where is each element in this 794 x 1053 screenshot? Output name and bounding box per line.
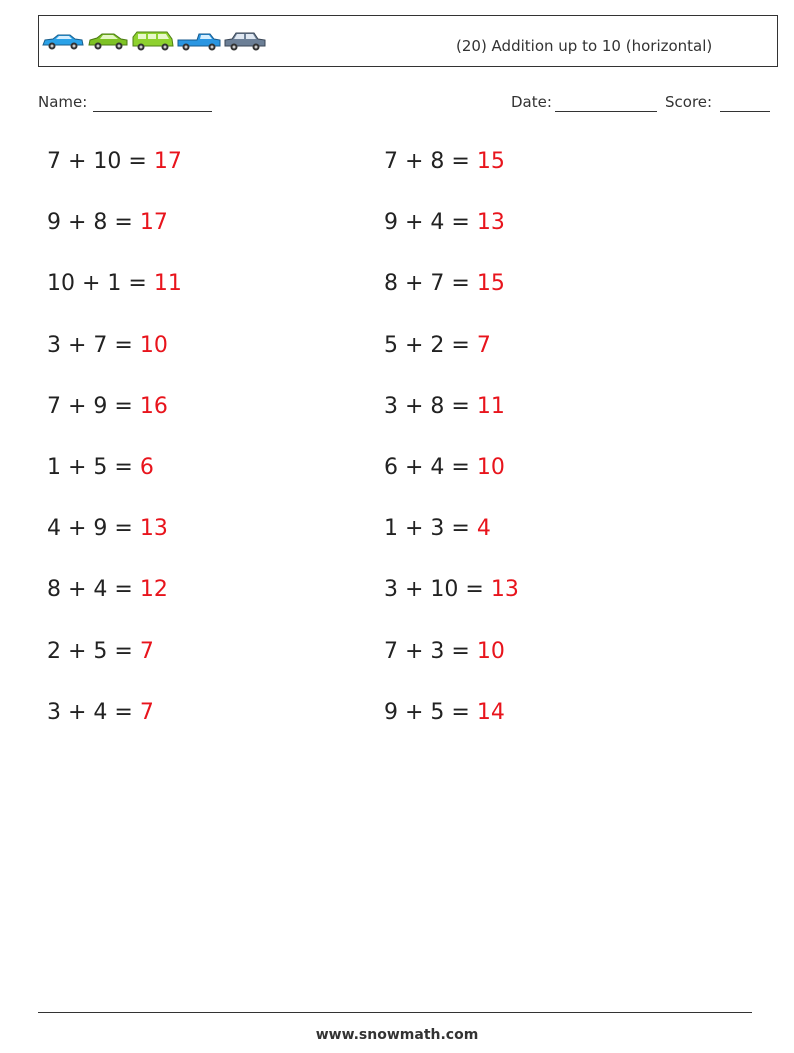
problem-question: 6 + 4 =	[384, 455, 477, 480]
problem-answer: 10	[476, 455, 505, 480]
problem-question: 8 + 4 =	[47, 577, 140, 603]
problem-item	[47, 453, 154, 483]
problem-question: 3 + 10 =	[384, 577, 491, 603]
problem-question: 7 + 3 =	[384, 638, 477, 664]
worksheet-title: (20) Addition up to 10 (horizontal)	[456, 37, 713, 55]
problem-item	[384, 514, 491, 544]
car-blue-sedan-icon	[41, 30, 85, 52]
worksheet-header	[38, 15, 778, 67]
problem-item	[47, 514, 168, 544]
problem-answer: 10	[139, 332, 168, 358]
problem-answer: 7	[139, 699, 154, 725]
problem-answer: 15	[476, 271, 505, 297]
problem-item	[384, 147, 505, 177]
car-green-hatchback-icon	[87, 30, 129, 52]
problem-question: 9 + 8 =	[47, 210, 140, 236]
problem-answer: 11	[476, 393, 505, 419]
problem-answer: 14	[476, 699, 505, 725]
problem-answer: 16	[139, 393, 168, 419]
score-label: Score:	[665, 93, 713, 111]
problem-answer: 7	[476, 332, 491, 358]
problem-item	[384, 698, 505, 728]
problem-question: 7 + 9 =	[47, 393, 140, 419]
problem-answer: 10	[476, 638, 505, 664]
problem-answer: 6	[139, 455, 154, 480]
problem-question: 7 + 10 =	[47, 149, 154, 174]
problem-question: 1 + 5 =	[47, 455, 140, 480]
problem-question: 7 + 8 =	[384, 149, 477, 174]
problem-item	[384, 269, 505, 299]
score-line[interactable]	[720, 111, 770, 112]
car-gray-suv-icon	[223, 30, 267, 52]
footer-url: www.snowmath.com	[315, 1027, 479, 1043]
problem-answer: 13	[139, 516, 168, 542]
date-label: Date:	[511, 93, 552, 111]
problem-question: 3 + 8 =	[384, 393, 477, 419]
problem-item	[384, 208, 505, 238]
problem-question: 5 + 2 =	[384, 332, 477, 358]
problem-item	[384, 331, 491, 361]
problem-item	[384, 575, 519, 605]
name-line[interactable]	[93, 111, 212, 112]
problem-answer: 13	[476, 210, 505, 236]
problem-answer: 17	[139, 210, 168, 236]
problem-answer: 4	[476, 516, 491, 542]
car-blue-pickup-icon	[177, 30, 221, 52]
name-label: Name:	[38, 93, 88, 111]
problem-item	[47, 269, 182, 299]
problem-answer: 13	[490, 577, 519, 603]
problem-item	[47, 147, 182, 177]
problem-answer: 15	[476, 149, 505, 174]
problem-question: 9 + 4 =	[384, 210, 477, 236]
problem-question: 1 + 3 =	[384, 516, 477, 542]
problem-question: 8 + 7 =	[384, 271, 477, 297]
problem-answer: 11	[153, 271, 182, 297]
problem-item	[384, 453, 505, 483]
problem-item	[47, 208, 168, 238]
problem-item	[384, 392, 505, 422]
problem-item	[47, 698, 154, 728]
problem-question: 4 + 9 =	[47, 516, 140, 542]
problem-item	[47, 331, 168, 361]
problem-item	[384, 637, 505, 667]
problem-question: 10 + 1 =	[47, 271, 154, 297]
problem-question: 2 + 5 =	[47, 638, 140, 664]
problem-answer: 7	[139, 638, 154, 664]
car-green-van-icon	[131, 30, 175, 52]
date-line[interactable]	[555, 111, 657, 112]
problem-question: 3 + 4 =	[47, 699, 140, 725]
problem-answer: 12	[139, 577, 168, 603]
problem-answer: 17	[153, 149, 182, 174]
problem-question: 9 + 5 =	[384, 699, 477, 725]
problem-question: 3 + 7 =	[47, 332, 140, 358]
footer-divider	[38, 1012, 752, 1013]
problem-item	[47, 575, 168, 605]
problem-item	[47, 392, 168, 422]
problem-item	[47, 637, 154, 667]
